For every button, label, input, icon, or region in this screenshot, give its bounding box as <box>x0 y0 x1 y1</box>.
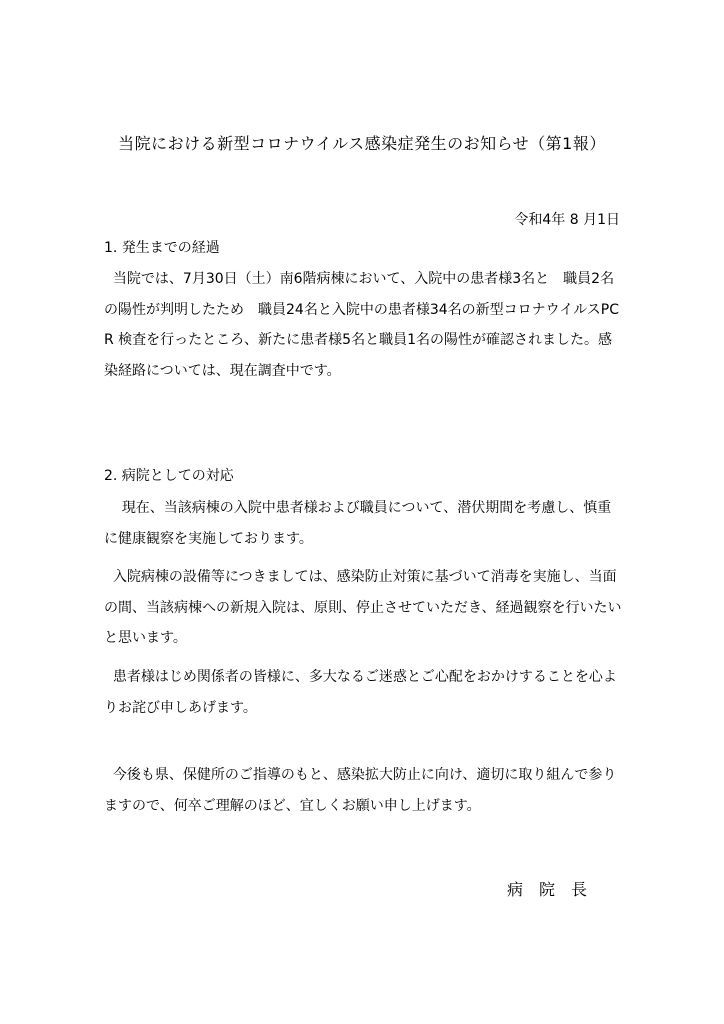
document-title: 当院における新型コロナウイルス感染症発生のお知らせ（第1報） <box>118 134 606 153</box>
signature-hospital-director: 病 院 長 <box>507 880 588 899</box>
section-background-paragraph: 当院では、7月30日（土）南6階病棟において、入院中の患者様3名と 職員2名の陽性が判明したため 職員24名と入院中の患者様34名の新型コロナウイルスPCR 検査を行ったところ、新たに患者様5名と職員1名の陽性が確認されました。感染経路については、現在調査中です。 <box>104 271 620 379</box>
response-paragraph-apology: 患者様はじめ関係者の皆様に、多大なるご迷惑とご心配をおかけすることを心よりお詫び申しあげます。 <box>104 669 617 716</box>
section-heading-response: 2. 病院としての対応 <box>104 468 234 484</box>
response-paragraph-observation: 現在、当該病棟の入院中患者様および職員について、潜伏期間を考慮し、慎重に健康観察を実施しております。 <box>104 500 612 547</box>
response-paragraph-disinfection: 入院病棟の設備等につきましては、感染防止対策に基づいて消毒を実施し、当面の間、当該病棟への新規入院は、原則、停止させていただき、経過観察を行いたいと思います。 <box>104 569 622 646</box>
section-heading-background: 1. 発生までの経過 <box>104 240 220 256</box>
issue-date: 令和4年 8 月1日 <box>514 212 620 228</box>
response-paragraph-closing: 今後も県、保健所のご指導のもと、感染拡大防止に向け、適切に取り組んで参りますので、何卒ご理解のほど、宜しくお願い申し上げます。 <box>104 767 617 814</box>
